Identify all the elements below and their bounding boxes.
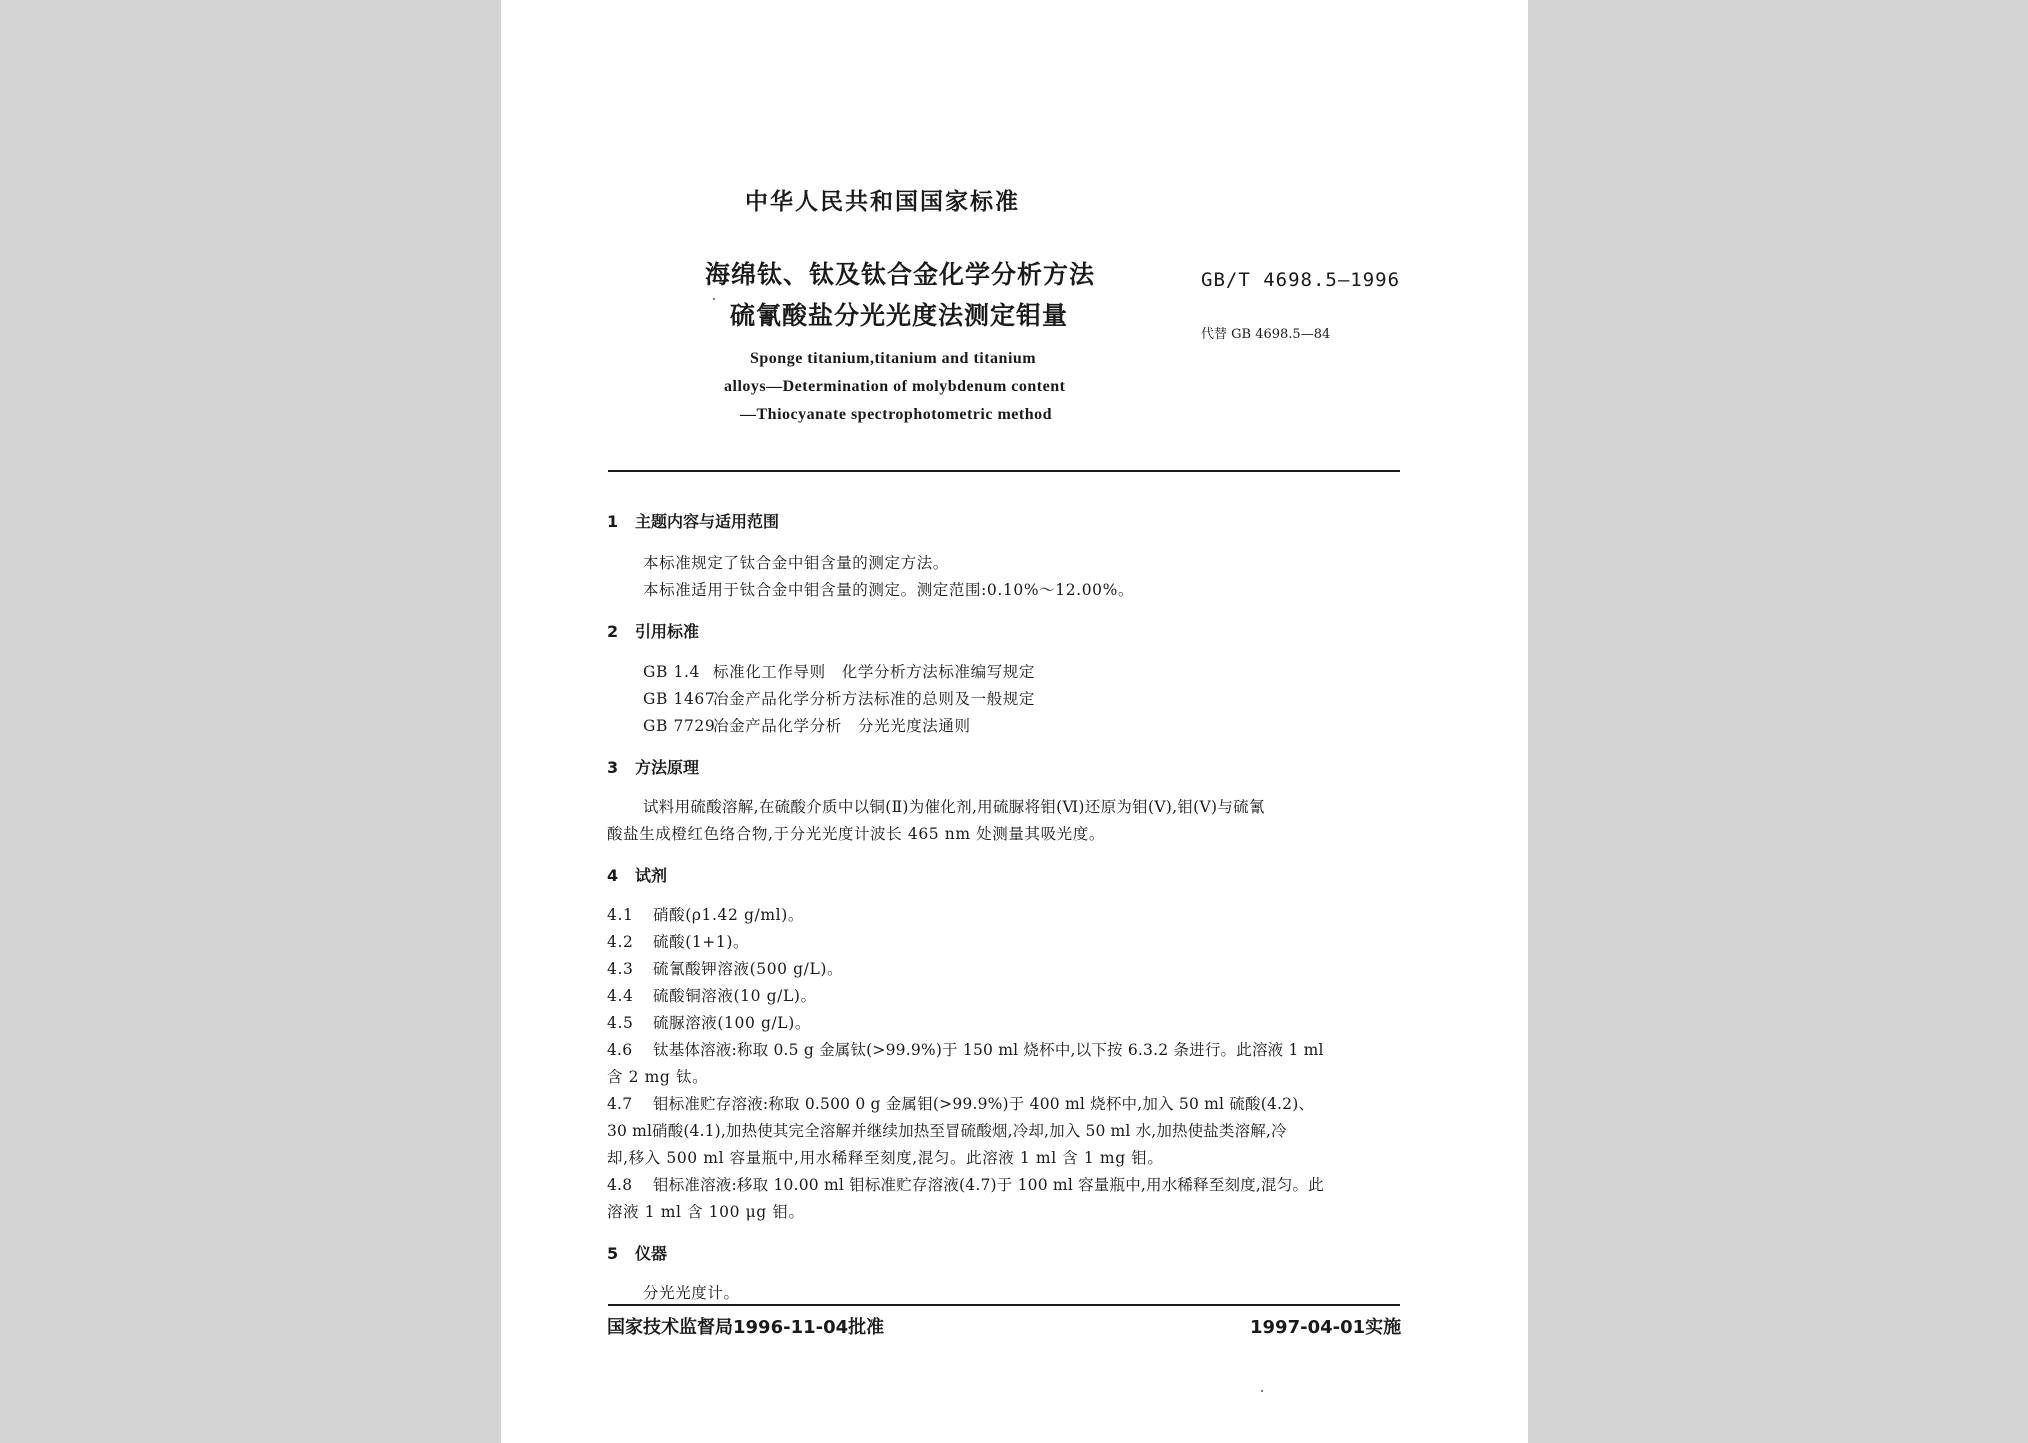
reagent-item-4-6	[607, 1038, 1324, 1060]
section-number: 2	[607, 622, 619, 641]
s1-paragraph-1: 本标准规定了钛合金中钼含量的测定方法。	[643, 554, 949, 572]
section-5-heading	[607, 1241, 667, 1264]
reagent-item	[607, 984, 817, 1006]
reagent-item-4-8	[607, 1173, 1324, 1195]
section-title: 方法原理	[635, 758, 700, 777]
scan-speck	[1261, 1390, 1263, 1392]
s3-line-2: 酸盐生成橙红色络合物,于分光光度计波长 465 nm 处测量其吸光度。	[607, 825, 1105, 843]
item-text: 钼标准贮存溶液:称取 0.500 0 g 金属钼(>99.9%)于 400 ml 烧杯中,加入 50 ml 硫酸(4.2)、	[653, 1095, 1315, 1113]
item-text: 硫酸(1+1)。	[653, 933, 750, 951]
item-number: 4.4	[607, 987, 634, 1005]
item-text: 硫氰酸钾溶液(500 g/L)。	[653, 960, 844, 978]
reference-code: GB 1467	[643, 690, 716, 708]
s5-paragraph: 分光光度计。	[643, 1284, 740, 1302]
section-4-heading	[607, 863, 667, 886]
national-standard-heading: 中华人民共和国国家标准	[745, 189, 1020, 215]
reagent-item-4-7-cont: 却,移入 500 ml 容量瓶中,用水稀释至刻度,混匀。此溶液 1 ml 含 1 mg 钼。	[607, 1149, 1164, 1167]
item-number: 4.5	[607, 1014, 634, 1032]
item-text: 硝酸(ρ1.42 g/ml)。	[653, 906, 804, 924]
item-text: 硫酸铜溶液(10 g/L)。	[653, 987, 817, 1005]
section-3-heading	[607, 755, 699, 778]
title-en-line1: Sponge titanium,titanium and titanium	[750, 350, 1037, 367]
item-number: 4.8	[607, 1176, 633, 1194]
item-number: 4.6	[607, 1041, 633, 1059]
reagent-item-4-7	[607, 1092, 1314, 1114]
header-divider	[608, 470, 1400, 472]
reagent-item	[607, 903, 804, 925]
item-text: 钼标准溶液:移取 10.00 ml 钼标准贮存溶液(4.7)于 100 ml 容量瓶中,用水稀释至刻度,混匀。此	[653, 1176, 1324, 1194]
section-1-heading	[607, 509, 779, 532]
replaces-standard: 代替 GB 4698.5—84	[1201, 327, 1331, 342]
section-title: 仪器	[635, 1244, 668, 1263]
reference-item	[643, 714, 971, 736]
title-cn-line1: 海绵钛、钛及钛合金化学分析方法	[705, 260, 1096, 289]
section-title: 引用标准	[635, 622, 700, 641]
reference-item	[643, 687, 1035, 709]
standard-number: GB/T 4698.5—1996	[1201, 269, 1401, 291]
reagent-item-4-6-cont: 含 2 mg 钛。	[607, 1068, 709, 1086]
section-number: 1	[607, 512, 619, 531]
section-title: 试剂	[635, 866, 668, 885]
item-text: 硫脲溶液(100 g/L)。	[653, 1014, 811, 1032]
reference-item	[643, 660, 1035, 682]
section-number: 4	[607, 866, 619, 885]
reagent-item	[607, 957, 843, 979]
item-number: 4.2	[607, 933, 634, 951]
reagent-item-4-8-cont: 溶液 1 ml 含 100 μg 钼。	[607, 1203, 805, 1221]
reference-title: 冶金产品化学分析方法标准的总则及一般规定	[713, 690, 1036, 708]
reagent-item	[607, 930, 749, 952]
reference-code: GB 7729	[643, 717, 716, 735]
effective-date: 1997-04-01实施	[1250, 1317, 1402, 1338]
reagent-item-4-7-cont: 30 ml硝酸(4.1),加热使其完全溶解并继续加热至冒硫酸烟,冷却,加入 50 ml 水,加热使盐类溶解,冷	[607, 1122, 1287, 1140]
section-number: 5	[607, 1244, 619, 1263]
s1-paragraph-2: 本标准适用于钛合金中钼含量的测定。测定范围:0.10%～12.00%。	[643, 581, 1135, 599]
footer-divider	[608, 1304, 1400, 1306]
reference-title: 标准化工作导则 化学分析方法标准编写规定	[713, 663, 1036, 681]
item-text: 钛基体溶液:称取 0.5 g 金属钛(>99.9%)于 150 ml 烧杯中,以下按 6.3.2 条进行。此溶液 1 ml	[653, 1041, 1324, 1059]
approval-line: 国家技术监督局1996-11-04批准	[607, 1317, 885, 1338]
title-en-line3: —Thiocyanate spectrophotometric method	[740, 406, 1052, 423]
item-number: 4.7	[607, 1095, 633, 1113]
section-title: 主题内容与适用范围	[635, 512, 780, 531]
section-2-heading	[607, 619, 699, 642]
title-cn-line2: 硫氰酸盐分光光度法测定钼量	[730, 301, 1069, 330]
s3-line-1: 试料用硫酸溶解,在硫酸介质中以铜(Ⅱ)为催化剂,用硫脲将钼(Ⅵ)还原为钼(Ⅴ),钼(Ⅴ)与硫氰	[643, 798, 1265, 816]
section-number: 3	[607, 758, 619, 777]
reference-code: GB 1.4	[643, 663, 700, 681]
item-number: 4.1	[607, 906, 634, 924]
title-en-line2: alloys—Determination of molybdenum content	[724, 378, 1066, 395]
item-number: 4.3	[607, 960, 634, 978]
reagent-item	[607, 1011, 811, 1033]
scan-speck	[713, 298, 715, 300]
reference-title: 冶金产品化学分析 分光光度法通则	[713, 717, 971, 735]
